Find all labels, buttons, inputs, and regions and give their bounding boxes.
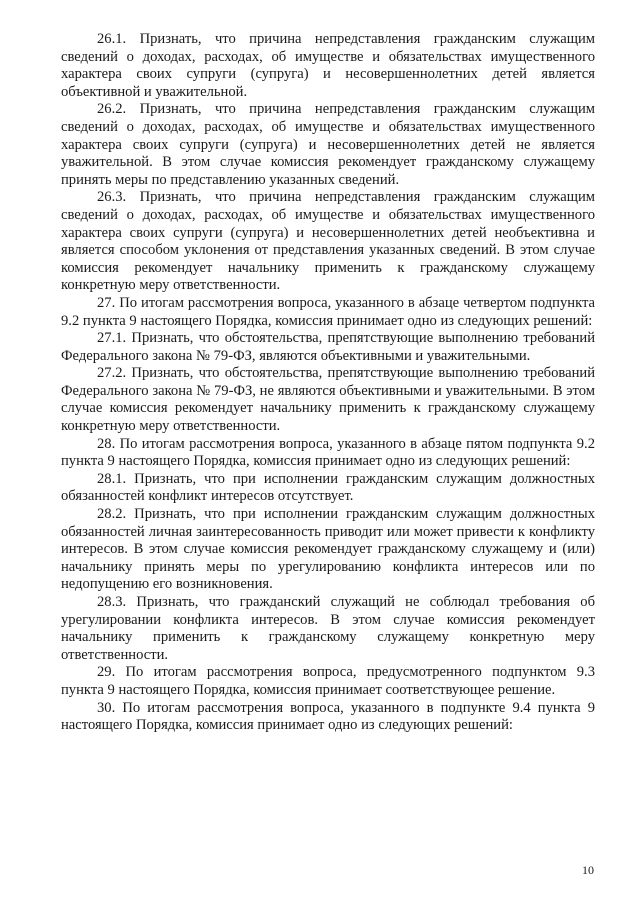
paragraph-28-1: 28.1. Признать, что при исполнении гражданским служащим должностных обязанностей конфликт интересов отсутствует. [61, 470, 595, 505]
paragraph-26-2: 26.2. Признать, что причина непредставления гражданским служащим сведений о доходах, расходах, об имуществе и обязательствах имущественного характера своих супруги (супруга) и несовершеннолетних детей не является уважительной. В этом случае комиссия рекомендует гражданскому служащему принять меры по представлению указанных сведений. [61, 101, 595, 188]
paragraph-27: 27. По итогам рассмотрения вопроса, указанного в абзаце четвертом подпункта 9.2 пункта 9 настоящего Порядка, комиссия принимает одно из следующих решений: [61, 294, 595, 329]
paragraph-28: 28. По итогам рассмотрения вопроса, указанного в абзаце пятом подпункта 9.2 пункта 9 настоящего Порядка, комиссия принимает одно из следующих решений: [61, 435, 595, 470]
paragraph-27-1: 27.1. Признать, что обстоятельства, препятствующие выполнению требований Федерального закона № 79-ФЗ, являются объективными и уважительными. [61, 330, 595, 364]
paragraph-28-2: 28.2. Признать, что при исполнении гражданским служащим должностных обязанностей личная заинтересованность приводит или может привести к конфликту интересов. В этом случае комиссия рекомендует гражданскому служащему и (или) начальнику принять меры по урегулированию конфликта интересов или по недопущению его возникновения. [61, 506, 595, 593]
page-number: 10 [582, 863, 594, 877]
document-page [61, 31, 595, 735]
paragraph-28-3: 28.3. Признать, что гражданский служащий не соблюдал требования об урегулировании конфликта интересов. В этом случае комиссия рекомендует начальнику применить к гражданскому служащему конкретную меру ответственности. [61, 594, 595, 663]
paragraph-26-1: 26.1. Признать, что причина непредставления гражданским служащим сведений о доходах, расходах, об имуществе и обязательствах имущественного характера своих супруги (супруга) и несовершеннолетних детей является объективной и уважительной. [61, 31, 595, 100]
paragraph-30: 30. По итогам рассмотрения вопроса, указанного в подпункте 9.4 пункта 9 настоящего Порядка, комиссия принимает одно из следующих решений: [61, 699, 595, 734]
paragraph-26-3: 26.3. Признать, что причина непредставления гражданским служащим сведений о доходах, расходах, об имуществе и обязательствах имущественного характера своих супруги (супруга) и несовершеннолетних детей необъективна и является способом уклонения от представления указанных сведений. В этом случае комиссия рекомендует начальнику применить к гражданскому служащему конкретную меру ответственности. [61, 189, 595, 294]
paragraph-29: 29. По итогам рассмотрения вопроса, предусмотренного подпунктом 9.3 пункта 9 настоящего Порядка, комиссия принимает соответствующее решение. [61, 664, 595, 698]
paragraph-27-2: 27.2. Признать, что обстоятельства, препятствующие выполнению требований Федерального закона № 79-ФЗ, не являются объективными и уважительными. В этом случае комиссия рекомендует начальнику применить к гражданскому служащему конкретную меру ответственности. [61, 365, 595, 435]
